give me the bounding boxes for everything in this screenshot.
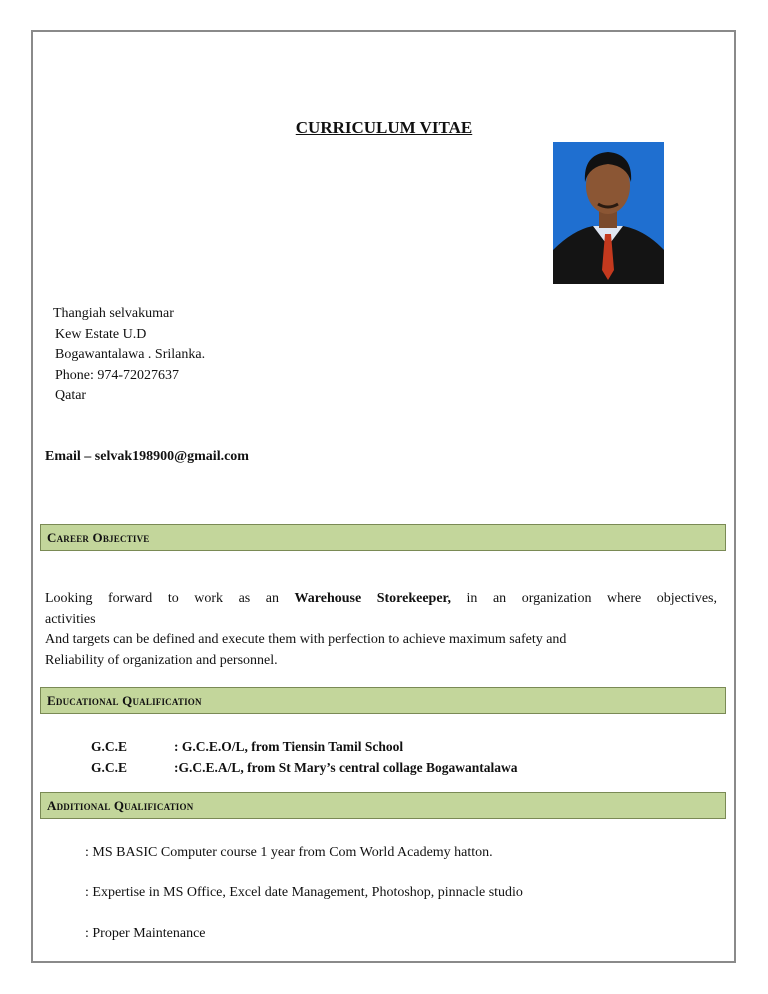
career-text-pre: Looking forward to work as an	[45, 591, 295, 606]
contact-block	[55, 304, 205, 407]
additional-qualification-heading: Additional Qualification	[40, 792, 726, 819]
education-level: G.C.E	[91, 760, 128, 775]
education-row	[91, 736, 517, 757]
educational-qualification-heading: Educational Qualification	[40, 687, 726, 714]
career-target-role: Warehouse Storekeeper,	[294, 591, 451, 606]
contact-address-line2: Bogawantalawa . Srilanka.	[55, 347, 206, 362]
contact-country: Qatar	[55, 388, 87, 403]
additional-item: : Expertise in MS Office, Excel date Management, Photoshop, pinnacle studio	[85, 885, 523, 900]
career-objective-heading: Career Objective	[40, 524, 726, 551]
career-objective-line2: activities	[45, 611, 96, 627]
career-objective-line1	[45, 589, 717, 610]
education-detail: :G.C.E.A/L, from St Mary’s central collage Bogawantalawa	[174, 760, 518, 775]
education-list	[91, 736, 517, 778]
career-objective-line4: Reliability of organization and personnel.	[45, 652, 278, 668]
contact-address-line1: Kew Estate U.D	[55, 326, 147, 342]
page-title: CURRICULUM VITAE	[295, 118, 473, 137]
contact-phone: Phone: 974-72027637	[55, 367, 180, 383]
contact-email: Email – selvak198900@gmail.com	[45, 449, 249, 464]
contact-name: Thangiah selvakumar	[53, 306, 174, 321]
career-objective-text	[45, 589, 717, 671]
education-detail: : G.C.E.O/L, from Tiensin Tamil School	[174, 739, 404, 754]
education-row	[91, 757, 517, 778]
additional-item: : Proper Maintenance	[85, 926, 206, 941]
career-objective-line3: And targets can be defined and execute them with perfection to achieve maximum safety and	[45, 632, 567, 647]
profile-photo	[553, 142, 664, 284]
education-level: G.C.E	[91, 739, 128, 754]
additional-item: : MS BASIC Computer course 1 year from Com World Academy hatton.	[85, 845, 493, 860]
career-text-post: in an organization where objectives,	[451, 591, 717, 606]
